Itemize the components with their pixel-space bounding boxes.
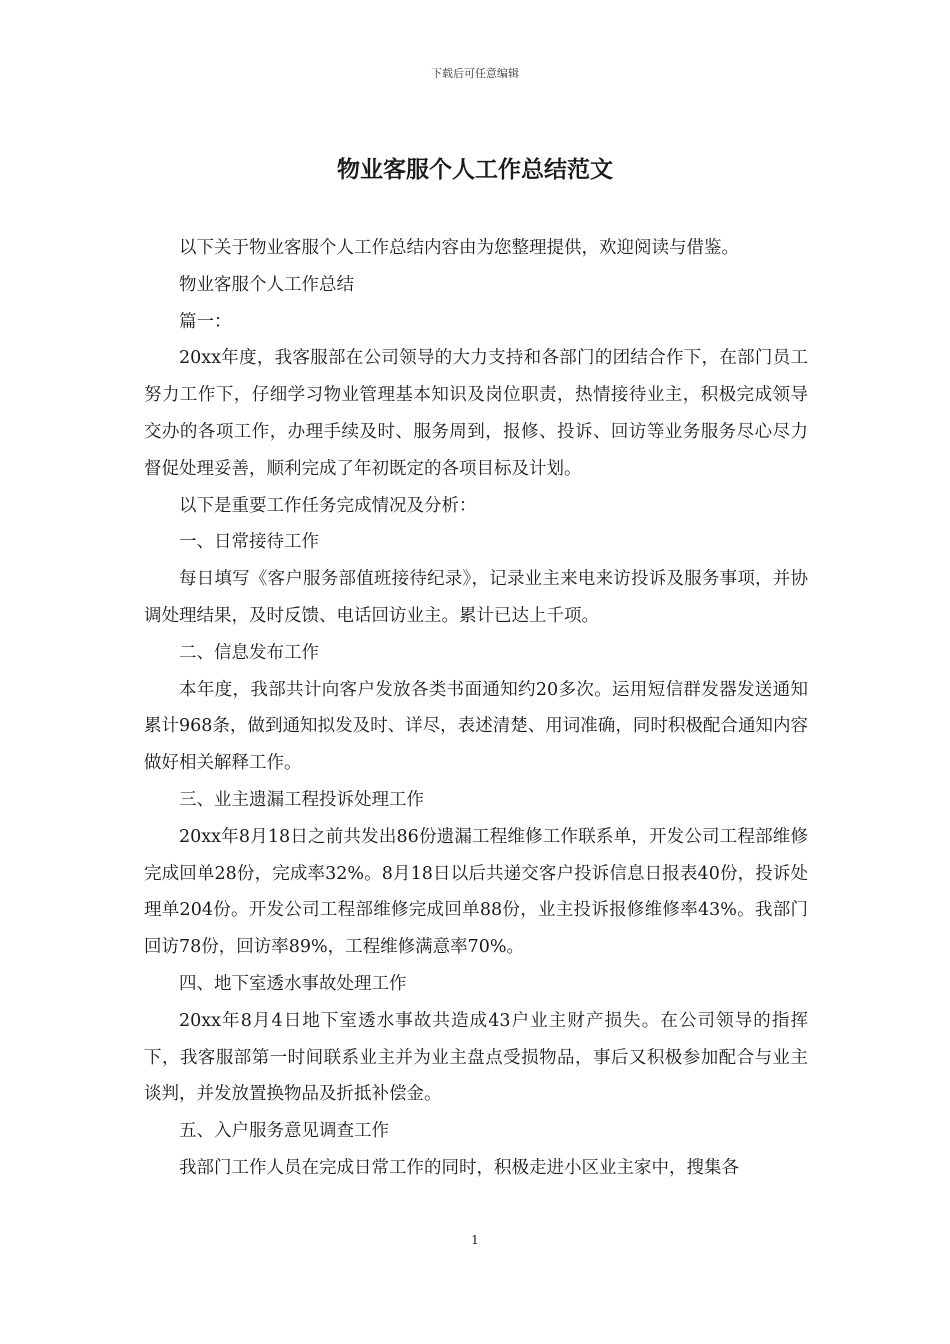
- section-heading-reception: 一、日常接待工作: [179, 532, 319, 553]
- section-heading-flooding: 四、地下室透水事故处理工作: [179, 973, 407, 994]
- page-header-note: 下载后可任意编辑: [431, 67, 519, 80]
- paragraph-survey: 我部门工作人员在完成日常工作的同时，积极走进小区业主家中，搜集各: [179, 1157, 739, 1178]
- paragraph-analysis-lead: 以下是重要工作任务完成情况及分析：: [179, 495, 477, 516]
- paragraph-notices: 本年度，我部共计向客户发放各类书面通知约20多次。运用短信群发器发送通知累计968条，做到通知拟发及时、详尽，表述清楚、用词准确，同时积极配合通知内容做好相关解释工作。: [144, 679, 808, 774]
- paragraph-complaints: 20xx年8月18日之前共发出86份遗漏工程维修工作联系单，开发公司工程部维修完成回单28份，完成率32%。8月18日以后共递交客户投诉信息日报表40份，投诉处理单204份。开发公司工程部维修完成回单88份，业主投诉报修维修率43%。我部门回访78份，回访率89%，工程维修满意率70%。: [144, 826, 808, 958]
- paragraph-overview: 20xx年度，我客服部在公司领导的大力支持和各部门的团结合作下，在部门员工努力工作下，仔细学习物业管理基本知识及岗位职责，热情接待业主，积极完成领导交办的各项工作，办理手续及时、服务周到，报修、投诉、回访等业务服务尽心尽力督促处理妥善，顺利完成了年初既定的各项目标及计划。: [144, 348, 808, 479]
- document-body: [144, 230, 808, 1187]
- section-heading-complaints: 三、业主遗漏工程投诉处理工作: [179, 789, 424, 810]
- paragraph-intro: 以下关于物业客服个人工作总结内容由为您整理提供，欢迎阅读与借鉴。: [179, 238, 739, 258]
- section-heading-survey: 五、入户服务意见调查工作: [179, 1121, 389, 1142]
- page-number: 1: [471, 1233, 479, 1247]
- paragraph-part-one: 篇一：: [179, 311, 232, 332]
- paragraph-flooding: 20xx年8月4日地下室透水事故共造成43户业主财产损失。在公司领导的指挥下，我客服部第一时间联系业主并为业主盘点受损物品，事后又积极参加配合与业主谈判，并发放置换物品及折抵补偿金。: [144, 1010, 808, 1105]
- section-heading-notices: 二、信息发布工作: [179, 642, 319, 663]
- paragraph-subtitle: 物业客服个人工作总结: [179, 274, 354, 295]
- paragraph-reception: 每日填写《客户服务部值班接待纪录》，记录业主来电来访投诉及服务事项，并协调处理结果，及时反馈、电话回访业主。累计已达上千项。: [144, 569, 808, 626]
- document-title: 物业客服个人工作总结范文: [337, 156, 613, 183]
